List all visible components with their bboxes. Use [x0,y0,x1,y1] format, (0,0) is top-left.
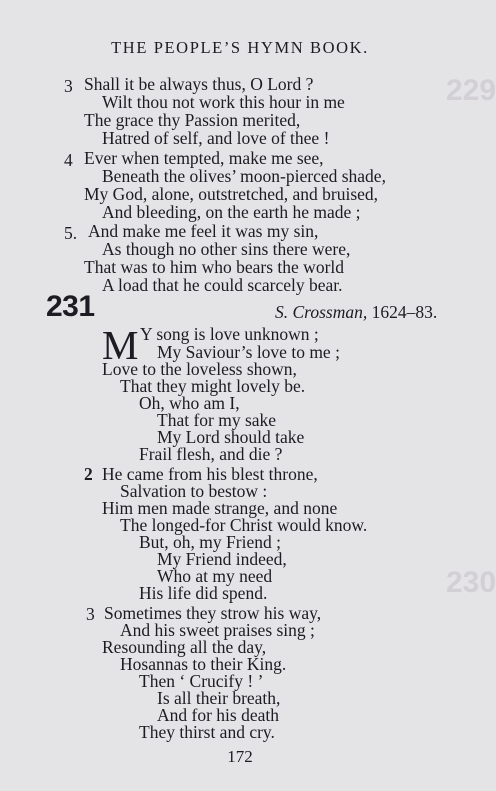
verse-line: They thirst and cry. [139,722,275,742]
show-through-mark: 229 [446,74,496,107]
verse-line: He came from his blest throne, [102,464,318,484]
verse-line: Frail flesh, and die ? [139,444,283,464]
verse-line: That they might lovely be. [120,376,306,396]
verse-line: Sometimes they strow his way, [104,603,322,623]
verse-line: A load that he could scarcely bear. [102,275,343,295]
page-header: THE PEOPLE’S HYMN BOOK. [111,38,369,57]
author-name: S. Crossman, [275,302,368,322]
verse-line: And his sweet praises sing ; [120,620,315,640]
verse-line: Who at my need [157,566,273,586]
verse-line: Is all their breath, [157,688,281,708]
author-dates: 1624–83. [371,302,438,322]
verse-line: His life did spend. [139,583,268,603]
verse-line: But, oh, my Friend ; [139,532,281,552]
drop-cap: M [102,322,139,368]
verse-line: Love to the loveless shown, [102,359,297,379]
verse-line: Salvation to bestow : [120,481,268,501]
verse-line: Hosannas to their King. [120,654,287,674]
verse-line: That was to him who bears the world [84,257,345,277]
show-through-mark: 230 [446,566,496,599]
stanza-number: 5. [64,223,78,243]
verse-line: Him men made strange, and none [102,498,338,518]
stanza-number: 2 [84,464,93,484]
verse-line: Wilt thou not work this hour in me [102,92,345,112]
verse-line: The grace thy Passion merited, [84,110,301,130]
verse-line: My Saviour’s love to me ; [157,342,340,362]
verse-line: Then ‘ Crucify ! ’ [139,671,264,691]
verse-line: And bleeding, on the earth he made ; [102,202,361,222]
verse-line: Shall it be always thus, O Lord ? [84,74,314,94]
verse-line: Y song is love unknown ; [140,324,319,344]
verse-line: My Friend indeed, [157,549,287,569]
stanza-number: 3 [86,604,95,624]
verse-line: Hatred of self, and love of thee ! [102,128,330,148]
hymn-number: 231 [46,290,95,323]
stanza-number: 4 [64,150,73,170]
verse-line: And for his death [157,705,279,725]
verse-line: Resounding all the day, [102,637,267,657]
verse-line: My Lord should take [157,427,305,447]
verse-line: Oh, who am I, [139,393,240,413]
verse-line: My God, alone, outstretched, and bruised, [84,184,379,204]
hymn-attribution [275,302,437,322]
verse-line: As though no other sins there were, [102,239,351,259]
stanza-number: 3 [64,76,73,96]
verse-line: That for my sake [157,410,277,430]
verse-line: The longed-for Christ would know. [120,515,368,535]
verse-line: Ever when tempted, make me see, [84,148,324,168]
verse-line: Beneath the olives’ moon-pierced shade, [102,166,386,186]
verse-line: And make me feel it was my sin, [88,221,319,241]
page-number: 172 [227,747,253,766]
